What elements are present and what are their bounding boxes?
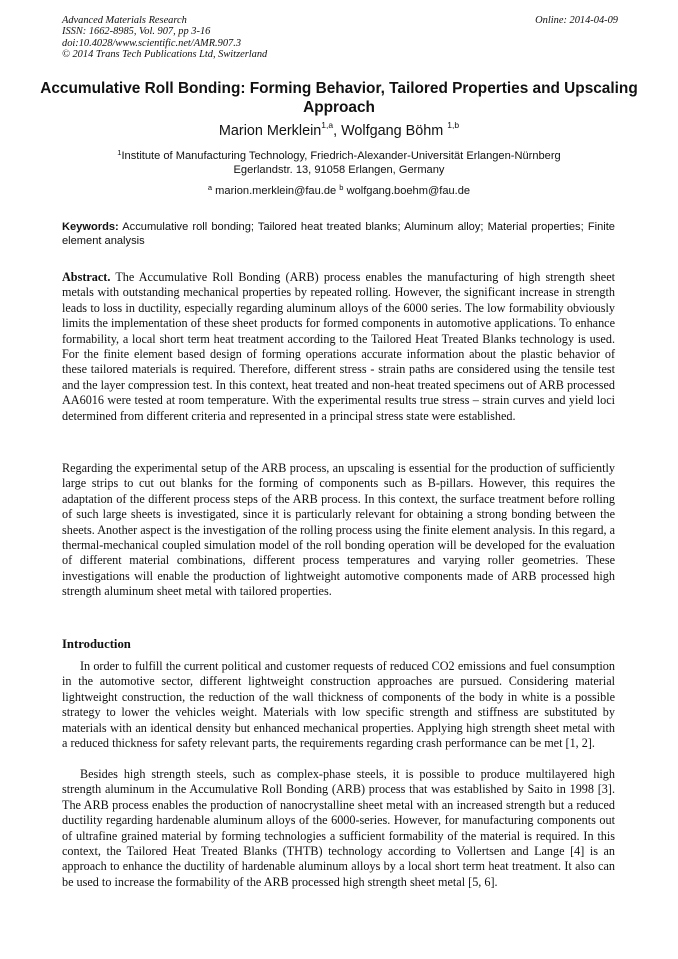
keywords-text: Accumulative roll bonding; Tailored heat treated blanks; Aluminum alloy; Material properties; Finite element analysis xyxy=(62,221,615,248)
abstract-label: Abstract. xyxy=(62,270,111,284)
abstract-paragraph xyxy=(62,270,615,424)
author-separator: , xyxy=(333,123,342,139)
abstract-text: The Accumulative Roll Bonding (ARB) process enables the manufacturing of high strength sheet metals with outstanding mechanical properties by repeated rolling. However, the significant increase in strength leads to loss in ductility, especially regarding aluminum alloys of the 6000 series. The low formability obviously limits the implementation of these sheet products for formed components in automotive applications. To enhance formability, a local short term heat treatment according to the Tailored Heat Treated Blanks technology is used. For the finite element based design of forming operations accurate information about the plastic behavior of these tailored materials is required. Therefore, different stress - strain paths are considered using the tensile test and the layer compression test. In this context, heat treated and non-heat treated specimens out of ARB processed AA6016 were tested at room temperature. With the experimental results true stress – strain curves and yield loci determined from different criteria and represented in a principal stress state were established. xyxy=(62,270,615,423)
institute-address: Egerlandstr. 13, 91058 Erlangen, Germany xyxy=(233,164,445,177)
introduction-paragraph: In order to fulfill the current political and customer requests of reduced CO2 emissions and fuel consumption in the automotive sector, different lightweight construction approaches are pursued. Considering material lightweight construction, the reduction of the wall thickness of components of the body in white is a possible strategy to lower the vehicles weight. Materials with low specific strength and stiffness are substituted by materials with an identical density but enhanced mechanical properties. Applying high strength sheet metal with a reduced thickness for safety relevant parts, the requirements regarding crash performance can be met [1, 2]. xyxy=(62,659,615,751)
author-name: Marion Merklein xyxy=(218,123,322,139)
journal-name: Advanced Materials Research xyxy=(62,15,187,26)
online-date: Online: 2014-04-09 xyxy=(535,15,618,26)
email-address[interactable]: marion.merklein@fau.de xyxy=(215,185,337,197)
abstract-paragraph-2: Regarding the experimental setup of the ARB process, an upscaling is essential for the production of sufficiently large strips to cut out blanks for the forming of components such as B-pillars. However, this requires the adaptation of the different process steps of the ARB process. In this context, the surface treatment before rolling of such large sheets is investigated, since it is particularly relevant for obtaining a strong bonding between the sheets. Another aspect is the investigation of the rolling process using the finite element analysis. In this regard, a thermal-mechanical coupled simulation model of the roll bonding operation will be developed for the evaluation of different material combinations, different process temperatures and varying roller geometries. These investigations will enable the production of lightweight automotive components made of ARB processed high strength aluminum sheet metal with tailored properties. xyxy=(62,461,615,599)
email-address[interactable]: wolfgang.boehm@fau.de xyxy=(346,185,471,197)
author-affiliation-marker: 1,a xyxy=(321,120,334,130)
introduction-paragraph: Besides high strength steels, such as complex-phase steels, it is possible to produce multilayered high strength aluminum in the Accumulative Roll Bonding (ARB) process that was established by Saito in 1998 [3]. The ARB process enables the production of nanocrystalline sheet metal with an increased strength but a reduced ductility regarding hardenable aluminum alloys of the 6000-series. However, for manufacturing components out of ultrafine grained material by forming technologies a sufficient formability of the material is required. In this context, the Tailored Heat Treated Blanks (THTB) technology according to Vollertsen and Lange [4] is an approach to enhance the ductility of hardenable aluminum alloys by a local short term heat treatment. It also can be used to increase the formability of the ARB processed high strength sheet metal [5, 6]. xyxy=(62,767,615,889)
section-heading-introduction: Introduction xyxy=(62,637,131,651)
email-marker: b xyxy=(339,183,344,192)
affiliation xyxy=(40,149,638,177)
paper-title: Accumulative Roll Bonding: Forming Behavior, Tailored Properties and Upscaling Approach xyxy=(40,80,638,116)
journal-header xyxy=(62,15,618,60)
keywords xyxy=(62,220,615,248)
author-affiliation-marker: 1,b xyxy=(447,120,460,130)
doi-link[interactable]: doi:10.4028/www.scientific.net/AMR.907.3 xyxy=(62,37,242,49)
institute-name: Institute of Manufacturing Technology, Friedrich-Alexander-Universität Erlangen-Nürnberg xyxy=(121,150,561,162)
affiliation-marker: 1 xyxy=(117,148,122,157)
copyright-line: © 2014 Trans Tech Publications Ltd, Switzerland xyxy=(62,48,268,60)
author-list xyxy=(40,122,638,141)
email-list xyxy=(40,184,638,198)
keywords-label: Keywords: xyxy=(62,221,119,233)
issn-line: ISSN: 1662-8985, Vol. 907, pp 3-16 xyxy=(62,26,211,38)
email-marker: a xyxy=(207,183,213,192)
author-name: Wolfgang Böhm xyxy=(341,123,444,139)
